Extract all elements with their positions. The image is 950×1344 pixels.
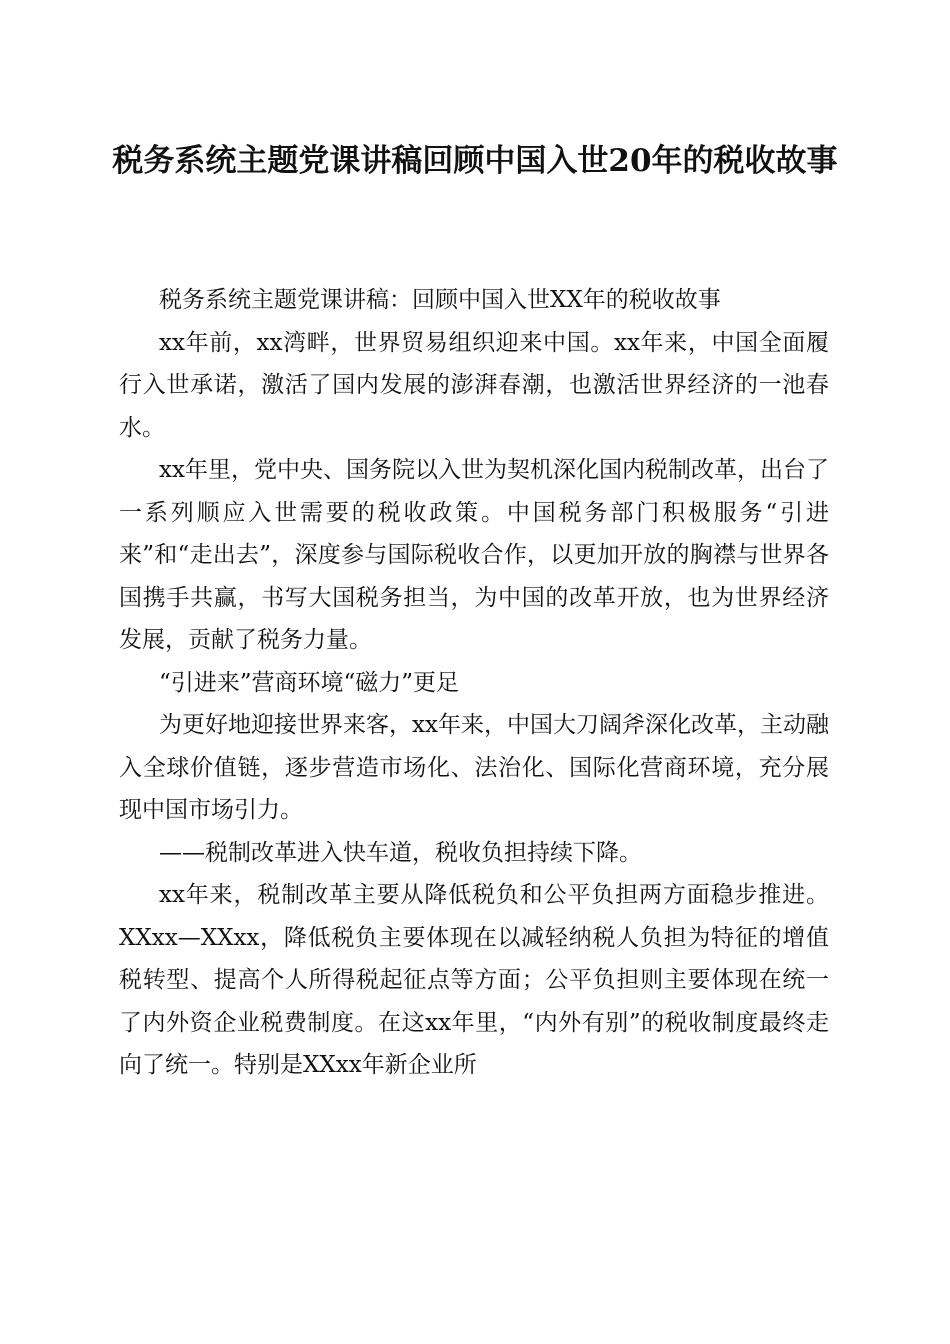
paragraph: xx年来，税制改革主要从降低税负和公平负担两方面稳步推进。XXxx—XXxx，降低税负主要体现在以减轻纳税人负担为特征的增值税转型、提高个人所得税起征点等方面；公平负担则主要体现在统一了内外资企业税费制度。在这xx年里，“内外有别”的税收制度最终走向了统一。特别是XXxx年新企业所 xyxy=(119,882,829,1078)
paragraph-subtitle: 税务系统主题党课讲稿：回顾中国入世XX年的税收故事 xyxy=(159,287,721,313)
paragraph: 为更好地迎接世界来客，xx年来，中国大刀阔斧深化改革，主动融入全球价值链，逐步营造市场化、法治化、国际化营商环境，充分展现中国市场引力。 xyxy=(119,712,829,823)
section-heading: “引进来”营商环境“磁力”更足 xyxy=(159,669,460,696)
sub-heading: ——税制改革进入快车道，税收负担持续下降。 xyxy=(159,839,642,866)
paragraph: xx年里，党中央、国务院以入世为契机深化国内税制改革，出台了一系列顺应入世需要的税收政策。中国税务部门积极服务“引进来”和“走出去”，深度参与国际税收合作，以更加开放的胸襟与世界各国携手共赢，书写大国税务担当，为中国的改革开放，也为世界经济发展，贡献了税务力量。 xyxy=(119,457,829,653)
document-body xyxy=(119,279,829,1087)
paragraph: xx年前，xx湾畔，世界贸易组织迎来中国。xx年来，中国全面履行入世承诺，激活了国内发展的澎湃春潮，也激活世界经济的一池春水。 xyxy=(119,329,829,441)
document-title: 税务系统主题党课讲稿回顾中国入世20年的税收故事 xyxy=(112,143,838,179)
